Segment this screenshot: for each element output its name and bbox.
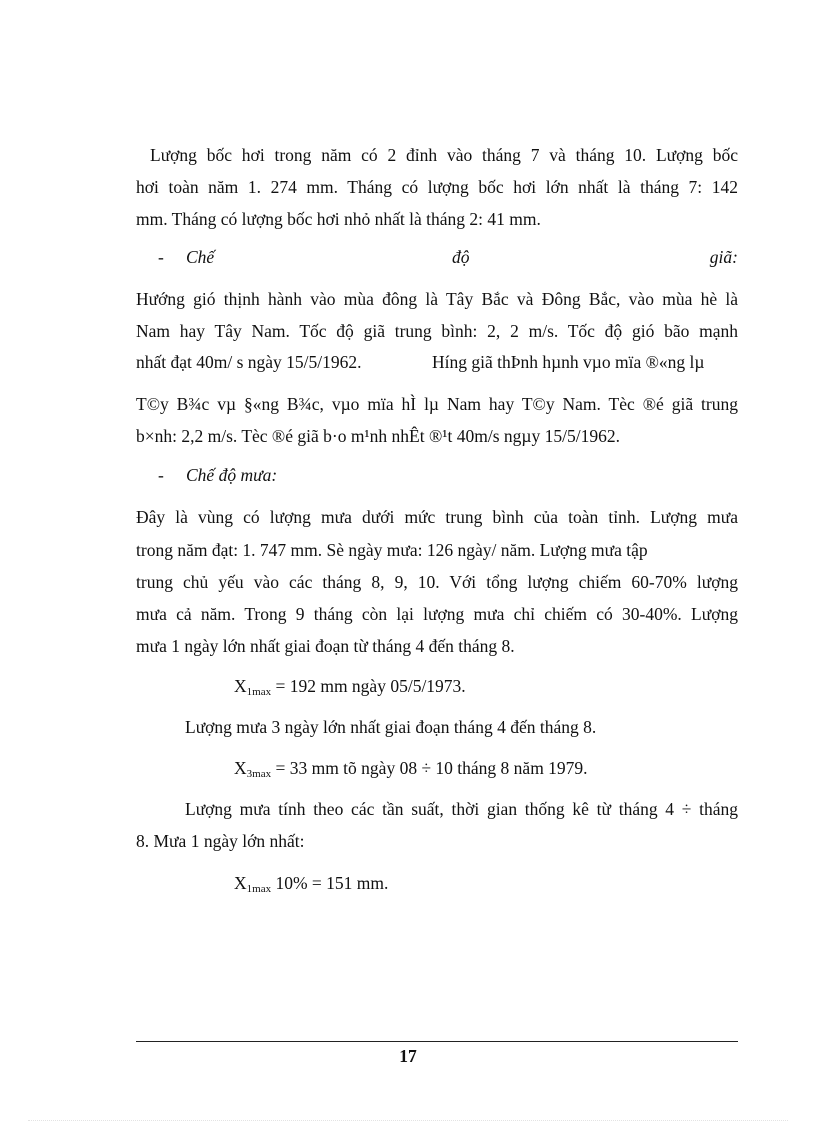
formula-symbol: X: [234, 676, 247, 696]
formula-x3max: [234, 757, 588, 785]
heading-word: giã:: [709, 247, 738, 267]
paragraph-line: trung chủ yếu vào các tháng 8, 9, 10. Với tổng lượng chiếm 60-70% lượng: [136, 572, 738, 592]
paragraph-line: mưa cả năm. Trong 9 tháng còn lại lượng mưa chỉ chiếm có 30-40%. Lượng: [136, 604, 738, 624]
paragraph-segment: Híng giã thÞnh hµnh vµo mïa ®«ng lµ: [432, 352, 705, 372]
paragraph-line: mm. Tháng có lượng bốc hơi nhỏ nhất là tháng 2: 41 mm.: [136, 209, 541, 229]
paragraph-line: Lượng bốc hơi trong năm có 2 đỉnh vào tháng 7 và tháng 10. Lượng bốc: [150, 145, 738, 165]
paragraph-line: trong năm đạt: 1. 747 mm. Sè ngày mưa: 126 ngày/ năm. Lượng mưa tập: [136, 540, 648, 560]
heading-text: Chế độ mưa:: [186, 465, 278, 485]
page-bottom-border: [28, 1120, 788, 1121]
formula-text: 10% = 151 mm.: [271, 873, 389, 893]
paragraph-line: b×nh: 2,2 m/s. Tèc ®é giã b·o m¹nh nhÊt ®¹t 40m/s ngµy 15/5/1962.: [136, 426, 620, 446]
heading-dash: -: [158, 247, 164, 267]
formula-subscript: 1max: [246, 686, 272, 698]
formula-x1max-10pct: [234, 872, 388, 900]
page-number: 17: [399, 1046, 417, 1066]
paragraph-line: Lượng mưa 3 ngày lớn nhất giai đoạn tháng 4 đến tháng 8.: [185, 717, 597, 737]
paragraph-line: mưa 1 ngày lớn nhất giai đoạn từ tháng 4 đến tháng 8.: [136, 636, 515, 656]
heading-word: Chế: [186, 247, 215, 267]
footer-rule: [136, 1041, 738, 1042]
paragraph-line: Hướng gió thịnh hành vào mùa đông là Tây Bắc và Đông Bắc, vào mùa hè là: [136, 289, 738, 309]
formula-text: = 192 mm ngày 05/5/1973.: [271, 676, 466, 696]
formula-subscript: 3max: [246, 768, 272, 780]
paragraph-segment: nhất đạt 40m/ s ngày 15/5/1962.: [136, 352, 362, 372]
heading-word: độ: [452, 247, 470, 267]
paragraph-line: T©y B¾c vµ §«ng B¾c, vµo mïa hÌ lµ Nam hay T©y Nam. Tèc ®é giã trung: [136, 394, 738, 414]
paragraph-line: Đây là vùng có lượng mưa dưới mức trung bình của toàn tỉnh. Lượng mưa: [136, 507, 738, 527]
paragraph-line: [136, 351, 738, 373]
paragraph-line: 8. Mưa 1 ngày lớn nhất:: [136, 831, 305, 851]
heading-dash: -: [158, 465, 164, 485]
paragraph-line: Lượng mưa tính theo các tần suất, thời gian thống kê từ tháng 4 ÷ tháng: [185, 799, 738, 819]
formula-symbol: X: [234, 873, 247, 893]
paragraph-line: hơi toàn năm 1. 274 mm. Tháng có lượng bốc hơi lớn nhất là tháng 7: 142: [136, 177, 738, 197]
formula-subscript: 1max: [246, 883, 272, 895]
formula-x1max: [234, 675, 466, 703]
formula-symbol: X: [234, 758, 247, 778]
formula-text: = 33 mm tõ ngày 08 ÷ 10 tháng 8 năm 1979.: [271, 758, 588, 778]
paragraph-line: Nam hay Tây Nam. Tốc độ giã trung bình: 2, 2 m/s. Tốc độ gió bão mạnh: [136, 321, 738, 341]
